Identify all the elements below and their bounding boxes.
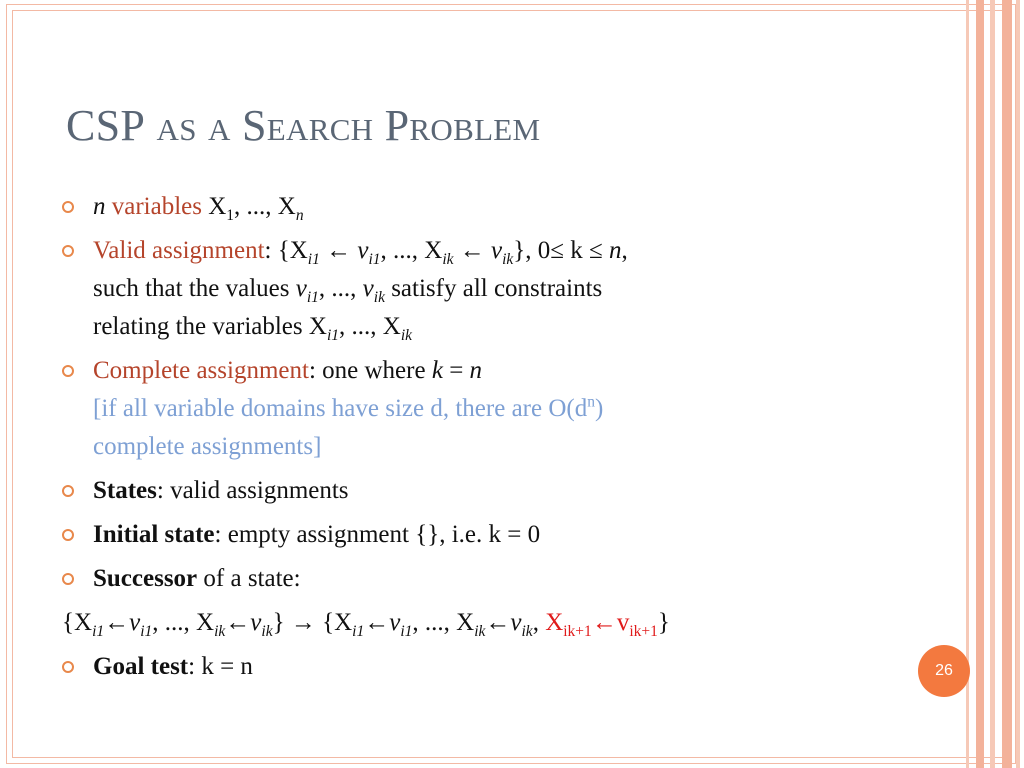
bullet-goal-test: Goal test: k = n — [62, 648, 922, 686]
bullet-initial-state: Initial state: empty assignment {}, i.e. k = 0 — [62, 516, 922, 554]
bullet-successor: Successor of a state: — [62, 560, 922, 598]
bullet-states: States: valid assignments — [62, 472, 922, 510]
slide-body — [62, 188, 922, 686]
note-text: [if all variable domains have size d, there are $O(d^n)$ complete assignments] — [93, 393, 604, 460]
bullet-complete-assignment: Complete assignment: one where k = n [if all variable domains have size d, there are $O(d^n)$ complete assignments] — [62, 352, 922, 466]
bullet-icon — [62, 245, 74, 257]
bullet-icon — [62, 573, 74, 585]
page-number-badge: 26 — [918, 645, 970, 697]
slide-title: CSP as a Search Problem — [66, 101, 541, 150]
bullet-icon — [62, 661, 74, 673]
bullet-variables: n variables $X_1$, ..., $X_n$ — [62, 188, 922, 226]
decorative-stripes — [964, 0, 1024, 768]
successor-formula: {$X_{i1}\leftarrow v_{i1}$, ..., $X_{ik}\leftarrow v_{ik}$} → {$X_{i1}\leftarrow v_{i1}$, ..., $X_{ik}\leftarrow v_{ik}$, $X_{ik+1}\leftarrow v_{ik+1}$} — [62, 609, 670, 640]
bullet-valid-assignment: Valid assignment: {$X_{i1}$ ← $v_{i1}$, ..., $X_{ik}$ ← $v_{ik}$}, 0≤ k ≤ n, such that the values $v_{i1}$, ..., $v_{ik}$ satisfy all constraints relating the variables $X_{i1}$, ..., $X_{ik}$ — [62, 232, 922, 346]
bullet-icon — [62, 201, 74, 213]
bullet-icon — [62, 365, 74, 377]
bullet-icon — [62, 529, 74, 541]
bullet-icon — [62, 485, 74, 497]
